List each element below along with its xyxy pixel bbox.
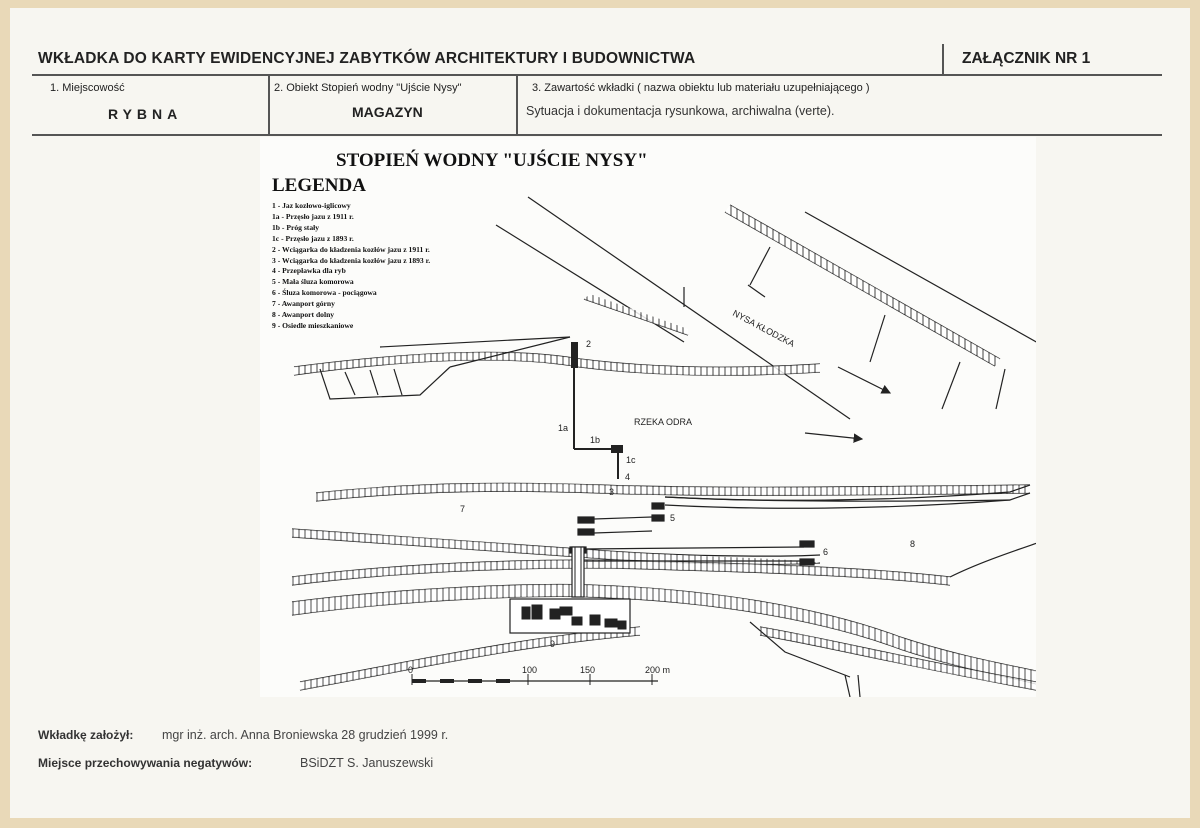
flow-arrows [805, 367, 890, 439]
legend-item: 1c - Przęsło jazu z 1893 r. [272, 233, 354, 243]
legend-item: 7 - Awanport górny [272, 299, 335, 309]
scale-label-0: 0 [408, 665, 414, 675]
label-rzeka-odra: RZEKA ODRA [634, 417, 693, 427]
settlement-buildings [510, 599, 630, 633]
label-nysa-klodzka: NYSA KŁODZKA [731, 307, 797, 349]
legend-item: 9 - Osiedle mieszkaniowe [272, 320, 354, 330]
negatives-storage-value: BSiDZT S. Januszewski [300, 756, 434, 770]
legend-title: LEGENDA [272, 175, 366, 196]
scale-label-150: 150 [580, 665, 596, 675]
odra-upper-bank [294, 337, 820, 399]
legend-item: 1 - Jaz kozłowo-iglicowy [272, 201, 351, 210]
label-9: 9 [550, 639, 556, 649]
label-1a: 1a [558, 423, 569, 433]
legend-item: 6 - Śluza komorowa - pociągowa [272, 288, 377, 298]
label-4: 4 [625, 472, 631, 482]
created-by-value: mgr inż. arch. Anna Broniewska 28 grudzień 1999 r. [162, 728, 449, 742]
site-plan [260, 137, 1036, 697]
header-column-divider [942, 44, 944, 74]
legend-item: 4 - Przepławka dla ryb [272, 266, 346, 276]
contents-label: 3. Zawartość wkładki ( nazwa obiektu lub materiału uzupełniającego ) [532, 82, 870, 94]
scale-label-100: 100 [522, 665, 538, 675]
card-title: WKŁADKA DO KARTY EWIDENCYJNEJ ZABYTKÓW ARCHITEKTURY I BUDOWNICTWA [38, 50, 696, 67]
created-by-label: Wkładkę założył: [38, 728, 134, 742]
legend-item: 1a - Przęsło jazu z 1911 r. [272, 211, 354, 221]
negatives-storage-label: Miejsce przechowywania negatywów: [38, 756, 253, 770]
label-2: 2 [586, 339, 592, 349]
label-1c: 1c [626, 455, 636, 465]
locks [570, 503, 814, 597]
legend-item: 2 - Wciągarka do kładzenia kozłów jazu z 1911 r. [272, 244, 430, 254]
object-label: 2. Obiekt Stopień wodny "Ujście Nysy" [274, 82, 462, 94]
legend-item: 8 - Awanport dolny [272, 310, 335, 320]
legend-item: 1b - Próg stały [272, 222, 320, 232]
legend-item: 3 - Wciągarka do kładzenia kozłów jazu z 1893 r. [272, 255, 431, 265]
label-8: 8 [910, 539, 916, 549]
label-1b: 1b [590, 435, 601, 445]
legend-list [272, 201, 430, 332]
legend-item: 5 - Mała śluza komorowa [272, 277, 354, 287]
label-5: 5 [670, 513, 676, 523]
attachment-number: ZAŁĄCZNIK NR 1 [962, 50, 1091, 67]
field-divider-2 [516, 74, 518, 135]
locality-label: 1. Miejscowość [50, 82, 125, 94]
locality-value: RYBNA [108, 106, 183, 122]
label-3: 3 [609, 487, 615, 497]
label-7: 7 [460, 504, 466, 514]
nysa-embankments [496, 197, 1036, 419]
field-divider-1 [268, 74, 270, 135]
label-6: 6 [823, 547, 829, 557]
map-title: STOPIEŃ WODNY "UJŚCIE NYSY" [336, 150, 648, 171]
header-divider [32, 74, 1162, 76]
object-value: MAGAZYN [352, 104, 423, 120]
scale-label-200: 200 m [645, 665, 671, 675]
scale-bar [408, 665, 670, 685]
fields-bottom-divider [32, 134, 1162, 136]
contents-value: Sytuacja i dokumentacja rysunkowa, archiwalna (verte). [526, 104, 835, 118]
